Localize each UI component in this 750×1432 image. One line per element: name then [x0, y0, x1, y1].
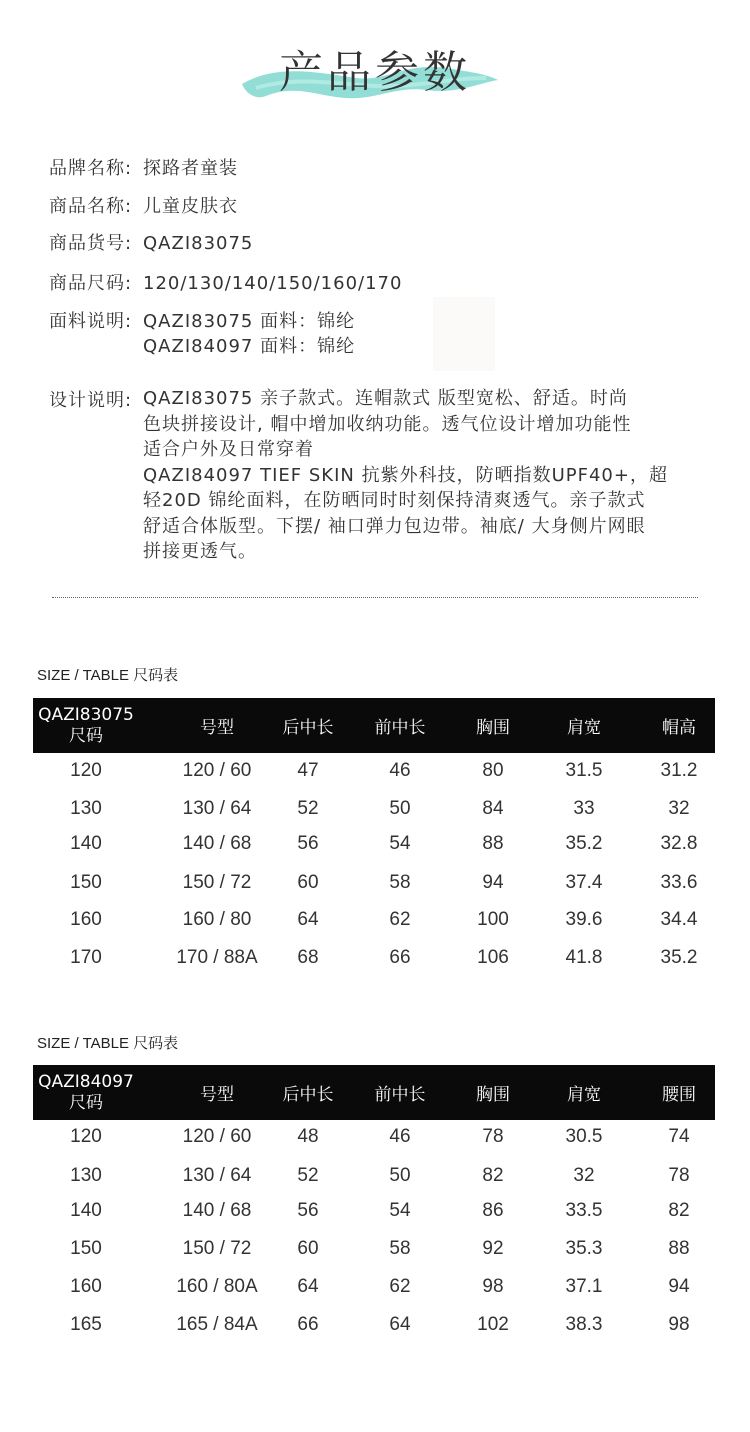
table-cell: 78	[482, 1126, 504, 1147]
design-description	[143, 386, 703, 565]
table-cell: 160	[70, 909, 102, 930]
table-cell: 102	[477, 1314, 509, 1335]
size-table-label: SIZE / TABLE 尺码表	[37, 667, 179, 684]
table-cell: 35.3	[565, 1238, 603, 1259]
design-line: 色块拼接设计, 帽中增加收纳功能。透气位设计增加功能性	[143, 413, 632, 435]
table-cell: 160 / 80	[182, 909, 252, 930]
table-cell: 82	[668, 1200, 690, 1221]
table-cell: 33.5	[565, 1200, 603, 1221]
header-code: QAZI84097	[38, 1071, 134, 1092]
header-cell: 号型	[200, 1085, 234, 1105]
table-cell: 32.8	[660, 833, 698, 854]
table-cell: 94	[482, 872, 504, 893]
header-cell: 肩宽	[567, 1085, 601, 1105]
fabric-swatch	[433, 297, 495, 371]
param-sizes	[49, 269, 402, 295]
table-cell: 60	[297, 1238, 319, 1259]
table-cell: 86	[482, 1200, 504, 1221]
header-cell: 腰围	[662, 1085, 696, 1105]
design-line: 适合户外及日常穿着	[143, 439, 314, 460]
table-cell: 54	[389, 1200, 411, 1221]
table-cell: 33	[573, 798, 595, 819]
table-cell: 150	[70, 872, 102, 893]
table-cell: 106	[477, 947, 509, 968]
table-cell: 80	[482, 760, 504, 781]
size-table-header	[33, 698, 715, 753]
size-label: 商品尺码:	[49, 273, 133, 294]
title-banner	[0, 28, 750, 108]
size-table	[33, 1065, 715, 1342]
code-label: 商品货号:	[49, 233, 133, 254]
header-cell: 前中长	[374, 1085, 426, 1105]
brand-label: 品牌名称:	[49, 158, 133, 179]
table-cell: 64	[389, 1314, 411, 1335]
table-cell: 66	[389, 947, 411, 968]
design-line: QAZI83075 亲子款式。连帽款式 版型宽松、舒适。时尚	[143, 388, 628, 409]
table-cell: 120 / 60	[182, 760, 252, 781]
table-cell: 64	[297, 909, 319, 930]
table-cell: 60	[297, 872, 319, 893]
table-cell: 100	[477, 909, 509, 930]
header-cell-code	[28, 1065, 144, 1120]
table-cell: 170	[70, 947, 102, 968]
header-cell: 后中长	[282, 1085, 334, 1105]
table-cell: 38.3	[565, 1314, 603, 1335]
table-cell: 130	[70, 798, 102, 819]
table-cell: 74	[668, 1126, 690, 1147]
table-cell: 46	[389, 1126, 411, 1147]
header-cell: 肩宽	[567, 718, 601, 738]
table-cell: 31.5	[565, 760, 603, 781]
fabric-line: QAZI84097 面料：锦纶	[143, 336, 356, 357]
size-table	[33, 698, 715, 975]
table-cell: 35.2	[660, 947, 698, 968]
table-cell: 50	[389, 798, 411, 819]
table-cell: 120	[70, 760, 102, 781]
table-cell: 33.6	[660, 872, 698, 893]
table-cell: 62	[389, 1276, 411, 1297]
design-label: 设计说明:	[49, 390, 133, 411]
table-cell: 68	[297, 947, 319, 968]
table-cell: 37.4	[565, 872, 603, 893]
table-cell: 160 / 80A	[176, 1276, 258, 1297]
table-cell: 56	[297, 833, 319, 854]
header-cell: 后中长	[282, 718, 334, 738]
code-value: QAZI83075	[143, 233, 254, 254]
table-cell: 165	[70, 1314, 102, 1335]
table-cell: 54	[389, 833, 411, 854]
table-cell: 78	[668, 1165, 690, 1186]
size-value: 120/130/140/150/160/170	[143, 273, 403, 294]
table-cell: 120 / 60	[182, 1126, 252, 1147]
table-cell: 58	[389, 872, 411, 893]
table-cell: 32	[573, 1165, 595, 1186]
param-code	[49, 229, 253, 255]
table-cell: 41.8	[565, 947, 603, 968]
table-cell: 35.2	[565, 833, 603, 854]
fabric-label: 面料说明:	[49, 311, 133, 332]
table-cell: 130 / 64	[182, 798, 252, 819]
table-cell: 170 / 88A	[176, 947, 258, 968]
table-cell: 130 / 64	[182, 1165, 252, 1186]
header-size: 尺码	[69, 725, 103, 746]
table-cell: 39.6	[565, 909, 603, 930]
design-line: 拼接更透气。	[143, 541, 257, 562]
table-cell: 165 / 84A	[176, 1314, 258, 1335]
table-cell: 120	[70, 1126, 102, 1147]
table-cell: 88	[668, 1238, 690, 1259]
table-cell: 84	[482, 798, 504, 819]
table-cell: 64	[297, 1276, 319, 1297]
section-divider	[52, 597, 698, 598]
table-cell: 88	[482, 833, 504, 854]
table-cell: 48	[297, 1126, 319, 1147]
header-cell: 胸围	[476, 1085, 510, 1105]
header-cell-code	[28, 698, 144, 753]
table-cell: 140 / 68	[182, 1200, 252, 1221]
table-cell: 56	[297, 1200, 319, 1221]
param-product-name	[49, 192, 238, 218]
table-cell: 140 / 68	[182, 833, 252, 854]
table-cell: 140	[70, 1200, 102, 1221]
param-brand	[49, 154, 238, 180]
table-cell: 140	[70, 833, 102, 854]
header-cell: 胸围	[476, 718, 510, 738]
table-cell: 92	[482, 1238, 504, 1259]
table-cell: 130	[70, 1165, 102, 1186]
product-label: 商品名称:	[49, 196, 133, 217]
table-cell: 52	[297, 798, 319, 819]
table-cell: 34.4	[660, 909, 698, 930]
header-cell: 帽高	[662, 718, 696, 738]
brand-value: 探路者童装	[143, 158, 238, 179]
design-line: QAZI84097 TIEF SKIN 抗紫外科技，防晒指数UPF40+，超	[143, 464, 668, 486]
fabric-line: QAZI83075 面料：锦纶	[143, 311, 356, 332]
page-title: 产品参数	[279, 47, 471, 98]
header-size: 尺码	[69, 1092, 103, 1113]
header-cell: 号型	[200, 718, 234, 738]
table-cell: 30.5	[565, 1126, 603, 1147]
table-cell: 82	[482, 1165, 504, 1186]
table-cell: 98	[482, 1276, 504, 1297]
design-line: 舒适合体版型。下摆/ 袖口弹力包边带。袖底/ 大身侧片网眼	[143, 515, 646, 537]
size-table-label: SIZE / TABLE 尺码表	[37, 1035, 179, 1052]
table-cell: 150 / 72	[182, 1238, 252, 1259]
table-cell: 62	[389, 909, 411, 930]
table-cell: 52	[297, 1165, 319, 1186]
table-cell: 98	[668, 1314, 690, 1335]
table-cell: 94	[668, 1276, 690, 1297]
table-cell: 46	[389, 760, 411, 781]
param-design	[49, 386, 143, 412]
size-table-header	[33, 1065, 715, 1120]
table-cell: 31.2	[660, 760, 698, 781]
table-cell: 37.1	[565, 1276, 603, 1297]
table-cell: 47	[297, 760, 319, 781]
header-code: QAZI83075	[38, 704, 134, 725]
table-cell: 58	[389, 1238, 411, 1259]
table-cell: 160	[70, 1276, 102, 1297]
design-line: 轻20D 锦纶面料，在防晒同时时刻保持清爽透气。亲子款式	[143, 490, 646, 511]
table-cell: 66	[297, 1314, 319, 1335]
table-cell: 50	[389, 1165, 411, 1186]
param-fabric	[49, 307, 609, 357]
table-cell: 32	[668, 798, 690, 819]
table-cell: 150 / 72	[182, 872, 252, 893]
table-cell: 150	[70, 1238, 102, 1259]
product-value: 儿童皮肤衣	[143, 196, 238, 217]
header-cell: 前中长	[374, 718, 426, 738]
